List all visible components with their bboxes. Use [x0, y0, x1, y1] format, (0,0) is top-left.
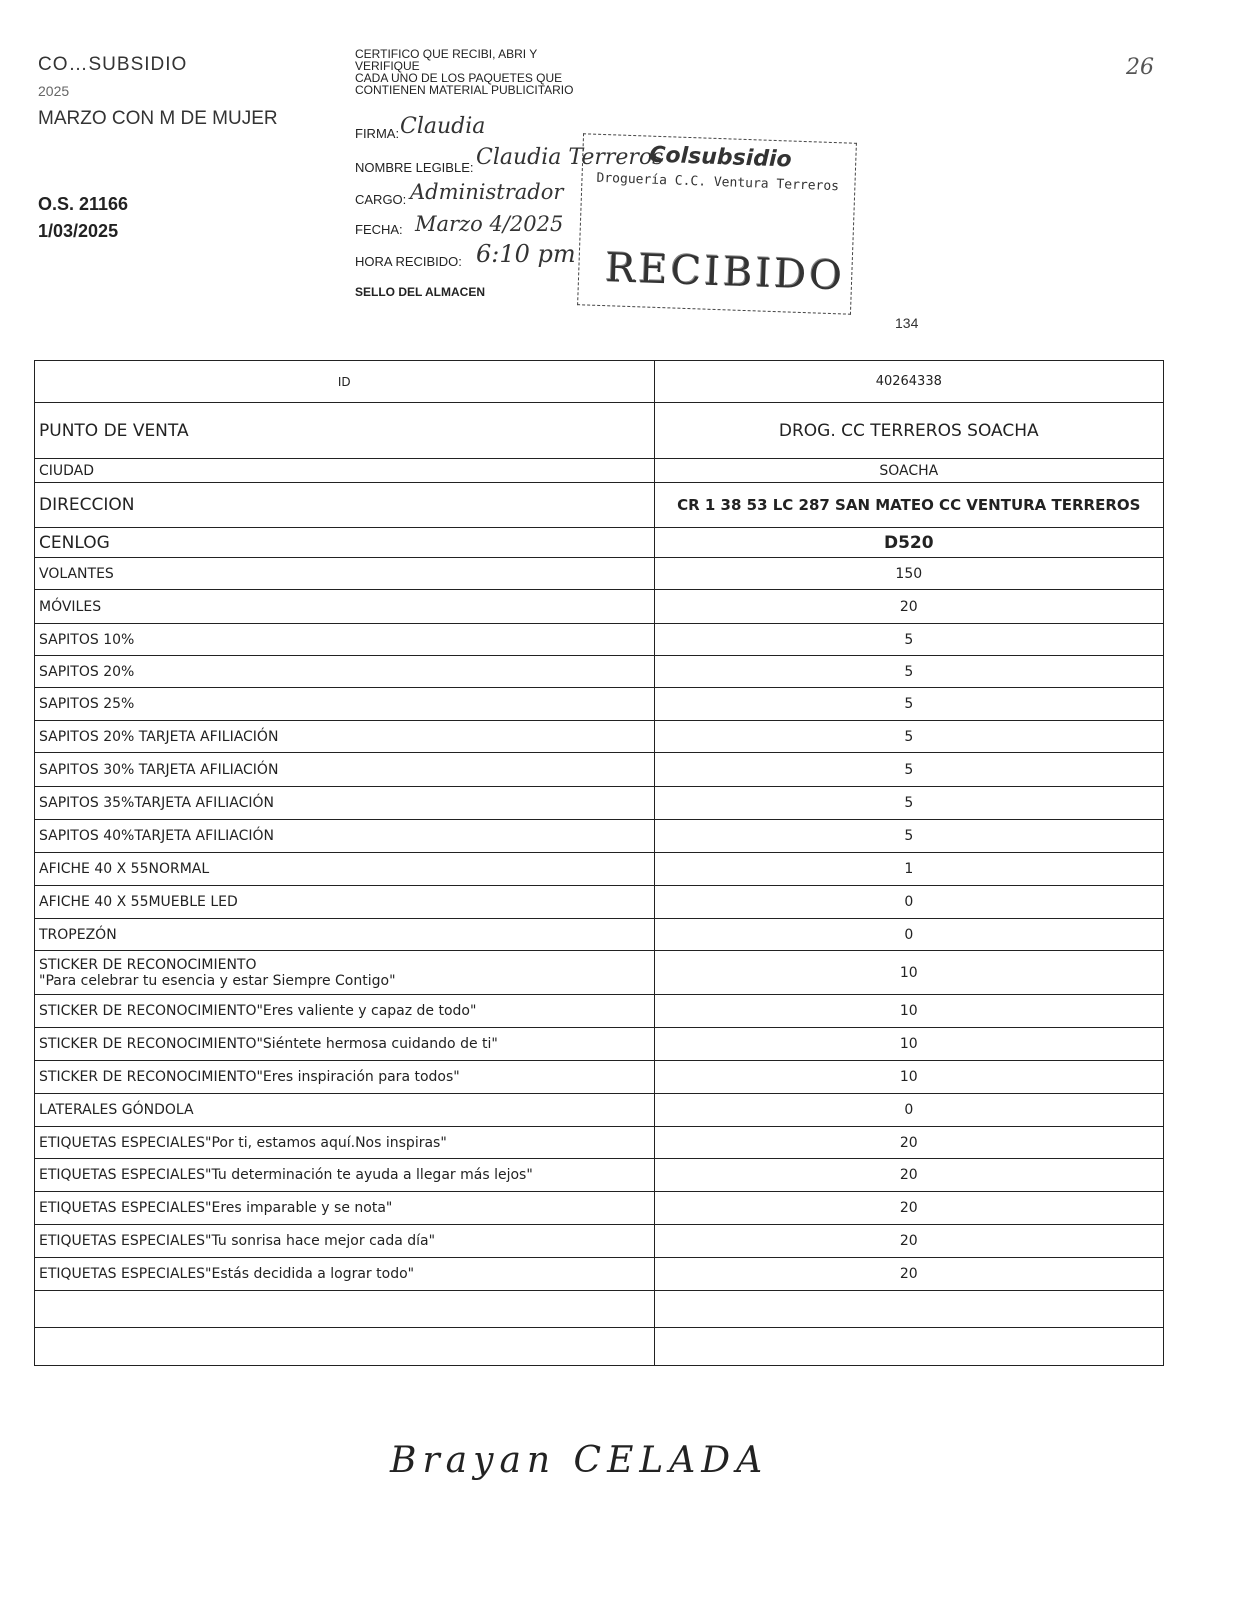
table-row — [35, 1061, 1164, 1094]
certificate-text — [355, 48, 573, 96]
row-label — [35, 721, 655, 753]
row-value: 5 — [654, 753, 1163, 787]
table-row — [35, 995, 1164, 1028]
year-line: 2025 — [38, 83, 70, 99]
stamp-brand: Colsubsidio — [648, 142, 793, 173]
row-value: 20 — [654, 1192, 1163, 1225]
row-label — [35, 820, 655, 853]
row-value: 10 — [654, 951, 1163, 995]
row-label — [35, 1127, 655, 1159]
table-row — [35, 1127, 1164, 1159]
table-row — [35, 688, 1164, 721]
firma-signature: Claudia — [400, 114, 486, 139]
row-label — [35, 403, 655, 459]
row-value: 20 — [654, 1127, 1163, 1159]
store-stamp — [577, 133, 857, 314]
row-label-text: SAPITOS 35%TARJETA AFILIACIÓN — [39, 795, 274, 811]
row-label-text: AFICHE 40 X 55NORMAL — [39, 861, 210, 877]
row-label-text: TROPEZÓN — [39, 926, 117, 943]
table-row — [35, 1192, 1164, 1225]
row-label — [35, 656, 655, 688]
page-mark: 26 — [1126, 55, 1154, 80]
table-row — [35, 1094, 1164, 1127]
campaign-header — [38, 52, 278, 132]
cert-line: CADA UNO DE LOS PAQUETES QUE — [355, 71, 563, 85]
row-label-text: STICKER DE RECONOCIMIENTO — [39, 956, 257, 973]
stamp-status: RECIBIDO — [604, 245, 846, 300]
table-row — [35, 886, 1164, 919]
row-label — [35, 558, 655, 590]
table-row — [35, 1159, 1164, 1192]
cargo-label: CARGO: — [355, 192, 407, 207]
row-label-text: DIRECCION — [39, 495, 135, 515]
row-label — [35, 1225, 655, 1258]
cert-line: VERIFIQUE — [355, 59, 420, 73]
row-label-text: LATERALES GÓNDOLA — [39, 1102, 194, 1118]
row-label-text: PUNTO DE VENTA — [39, 420, 189, 441]
row-value: 0 — [654, 919, 1163, 951]
table-row — [35, 590, 1164, 624]
row-label-text: ETIQUETAS ESPECIALES"Estás decidida a lograr todo" — [39, 1266, 415, 1282]
brand-line: CO…SUBSIDIO — [38, 54, 188, 75]
table-row — [35, 558, 1164, 590]
row-label-text: ETIQUETAS ESPECIALES"Por ti, estamos aquí.Nos inspiras" — [39, 1134, 447, 1151]
table-row — [35, 787, 1164, 820]
row-label — [35, 1328, 655, 1366]
stamp-store: Droguería C.C. Ventura Terreros — [596, 170, 840, 195]
table-row — [35, 1328, 1164, 1366]
page-number: 134 — [895, 315, 919, 331]
row-value: 5 — [654, 820, 1163, 853]
table-row — [35, 853, 1164, 886]
row-value — [654, 1291, 1163, 1328]
table-row — [35, 656, 1164, 688]
row-label — [35, 919, 655, 951]
row-value: 20 — [654, 1225, 1163, 1258]
table-row — [35, 951, 1164, 995]
table-row — [35, 403, 1164, 459]
row-label — [35, 1028, 655, 1061]
row-value: 1 — [654, 853, 1163, 886]
row-label — [35, 688, 655, 721]
row-label-text: STICKER DE RECONOCIMIENTO"Eres valiente y capaz de todo" — [39, 1003, 477, 1019]
row-value: 5 — [654, 624, 1163, 656]
table-row — [35, 361, 1164, 403]
row-value: 0 — [654, 886, 1163, 919]
row-value: 5 — [654, 688, 1163, 721]
table-row — [35, 919, 1164, 951]
row-label-text: MÓVILES — [39, 598, 102, 615]
row-label-text: ETIQUETAS ESPECIALES"Eres imparable y se nota" — [39, 1200, 393, 1216]
cert-line: CONTIENEN MATERIAL PUBLICITARIO — [355, 83, 574, 97]
nombre-label: NOMBRE LEGIBLE: — [355, 160, 474, 175]
row-label-text: SAPITOS 40%TARJETA AFILIACIÓN — [39, 828, 274, 844]
table-row — [35, 1291, 1164, 1328]
table-row — [35, 483, 1164, 528]
row-label — [35, 853, 655, 886]
row-label-text: SAPITOS 20% — [39, 663, 135, 680]
row-value: 20 — [654, 1258, 1163, 1291]
row-value: 10 — [654, 1028, 1163, 1061]
row-value: 10 — [654, 995, 1163, 1028]
materials-table — [34, 360, 1164, 1366]
row-label-text: ETIQUETAS ESPECIALES"Tu determinación te ayuda a llegar más lejos" — [39, 1167, 533, 1183]
row-label — [35, 1291, 655, 1328]
row-label-text: ID — [337, 374, 351, 389]
hora-label: HORA RECIBIDO: — [355, 254, 462, 269]
row-value: 5 — [654, 787, 1163, 820]
cert-line: CERTIFICO QUE RECIBI, ABRI Y — [355, 47, 538, 61]
firma-label: FIRMA: — [355, 126, 400, 141]
row-value: 150 — [654, 558, 1163, 590]
row-label — [35, 1258, 655, 1291]
row-value: 0 — [654, 1094, 1163, 1127]
fecha-label: FECHA: — [355, 222, 403, 237]
row-label — [35, 590, 655, 624]
row-label — [35, 753, 655, 787]
table-row — [35, 820, 1164, 853]
row-label-text: CENLOG — [39, 532, 110, 553]
order-number: O.S. 21166 — [38, 194, 129, 214]
row-value: DROG. CC TERREROS SOACHA — [654, 403, 1163, 459]
row-value: SOACHA — [654, 459, 1163, 483]
table-row — [35, 528, 1164, 558]
row-label — [35, 886, 655, 919]
campaign-title: MARZO CON M DE MUJER — [38, 108, 278, 129]
fecha-value: Marzo 4/2025 — [415, 212, 564, 236]
row-label — [35, 361, 655, 403]
row-label — [35, 1094, 655, 1127]
table-row — [35, 753, 1164, 787]
row-label-text: VOLANTES — [39, 565, 114, 582]
row-label — [35, 624, 655, 656]
row-value: 10 — [654, 1061, 1163, 1094]
row-label — [35, 787, 655, 820]
row-label-subtext: "Para celebrar tu esencia y estar Siempre Contigo" — [39, 972, 396, 989]
row-value: 5 — [654, 721, 1163, 753]
row-label-text: SAPITOS 20% TARJETA AFILIACIÓN — [39, 728, 279, 745]
row-label — [35, 1061, 655, 1094]
row-label-text: AFICHE 40 X 55MUEBLE LED — [39, 894, 238, 910]
cargo-value: Administrador — [410, 180, 564, 204]
row-label-text: SAPITOS 30% TARJETA AFILIACIÓN — [39, 761, 279, 778]
table-row — [35, 624, 1164, 656]
row-label — [35, 951, 655, 995]
row-label-text: CIUDAD — [39, 462, 95, 479]
order-date: 1/03/2025 — [38, 221, 119, 241]
row-label — [35, 528, 655, 558]
sello-label: SELLO DEL ALMACEN — [355, 285, 486, 299]
table-row — [35, 459, 1164, 483]
row-label — [35, 995, 655, 1028]
row-value — [654, 1328, 1163, 1366]
row-value: D520 — [654, 528, 1163, 558]
row-label — [35, 483, 655, 528]
row-label-text: SAPITOS 10% — [39, 631, 135, 648]
table-row — [35, 1028, 1164, 1061]
table-row — [35, 1225, 1164, 1258]
row-label-text: ETIQUETAS ESPECIALES"Tu sonrisa hace mejor cada día" — [39, 1233, 436, 1249]
row-value: 20 — [654, 1159, 1163, 1192]
table-row — [35, 721, 1164, 753]
row-label-text: SAPITOS 25% — [39, 696, 135, 712]
row-label — [35, 1159, 655, 1192]
hora-value: 6:10 pm — [476, 240, 576, 268]
row-label — [35, 459, 655, 483]
row-label-text: STICKER DE RECONOCIMIENTO"Siéntete hermosa cuidando de ti" — [39, 1036, 498, 1052]
table-row — [35, 1258, 1164, 1291]
row-value: CR 1 38 53 LC 287 SAN MATEO CC VENTURA TERREROS — [654, 483, 1163, 528]
receiver-signature: Brayan CELADA — [390, 1440, 769, 1481]
row-label-text: STICKER DE RECONOCIMIENTO"Eres inspiración para todos" — [39, 1069, 460, 1085]
row-value: 20 — [654, 590, 1163, 624]
order-info — [38, 191, 128, 245]
row-value: 40264338 — [654, 361, 1163, 403]
row-label — [35, 1192, 655, 1225]
row-value: 5 — [654, 656, 1163, 688]
nombre-value: Claudia Terreros — [476, 145, 664, 170]
